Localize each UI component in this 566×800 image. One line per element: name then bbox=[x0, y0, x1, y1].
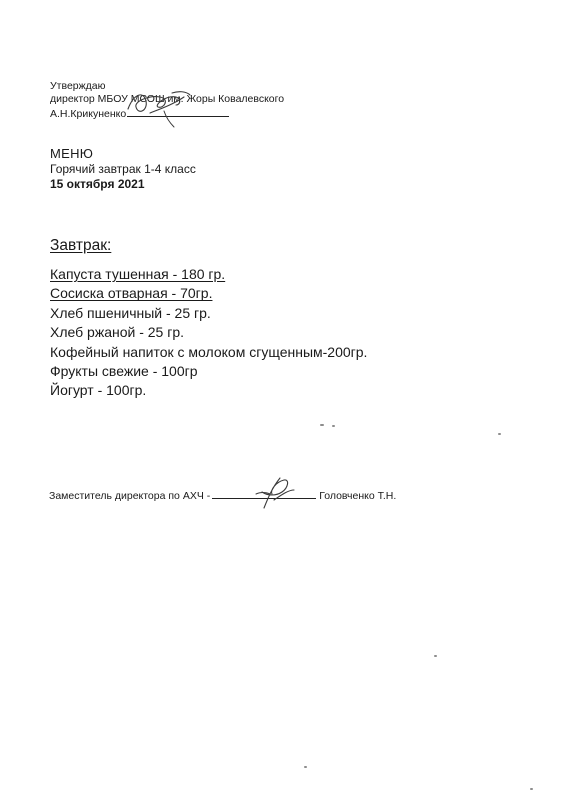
menu-header bbox=[50, 146, 196, 192]
approval-line-2: директор МБОУ МСОШ им. Жоры Ковалевского bbox=[50, 93, 285, 105]
scan-speck bbox=[434, 655, 437, 657]
list-item: Хлеб ржаной - 25 гр. bbox=[50, 324, 185, 341]
deputy-signature-block bbox=[49, 489, 396, 503]
approval-line-1: Утверждаю bbox=[50, 80, 106, 92]
list-item: Йогурт - 100гр. bbox=[50, 382, 147, 399]
scan-speck bbox=[332, 425, 335, 427]
menu-date: 15 октября 2021 bbox=[50, 177, 145, 191]
deputy-signature bbox=[250, 472, 300, 512]
menu-subtitle: Горячий завтрак 1-4 класс bbox=[50, 162, 196, 176]
scan-speck bbox=[320, 424, 324, 426]
scan-speck bbox=[530, 788, 533, 790]
deputy-name: Головченко Т.Н. bbox=[319, 490, 397, 502]
director-name: А.Н.Крикуненко bbox=[50, 108, 127, 120]
list-item: Хлеб пшеничный - 25 гр. bbox=[50, 304, 211, 321]
list-item: Фрукты свежие - 100гр bbox=[50, 363, 198, 380]
menu-title: МЕНЮ bbox=[50, 146, 94, 161]
list-item: Сосиска отварная - 70гр. bbox=[50, 285, 213, 302]
scan-speck bbox=[498, 433, 501, 435]
menu-items-list bbox=[50, 265, 367, 401]
scan-speck bbox=[304, 766, 307, 768]
deputy-label: Заместитель директора по АХЧ - bbox=[49, 490, 211, 502]
list-item: Капуста тушенная - 180 гр. bbox=[50, 266, 226, 282]
list-item: Кофейный напиток с молоком сгущенным-200гр. bbox=[50, 343, 368, 360]
director-signature bbox=[120, 83, 200, 128]
breakfast-title: Завтрак: bbox=[50, 237, 112, 254]
